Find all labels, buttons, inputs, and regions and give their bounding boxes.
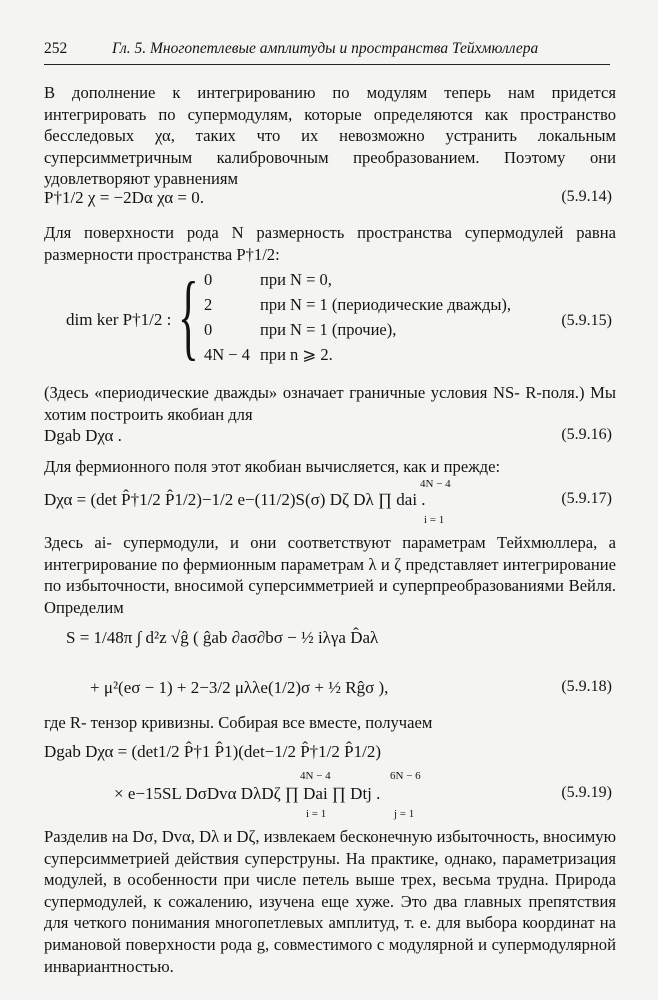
equation-body: P†1/2 χ = −2Dα χα = 0. [44,188,204,207]
equation-number: (5.9.16) [561,426,612,443]
equation-body: Dgab Dχα . [44,426,122,445]
equation-5-9-17 [44,478,616,526]
equation-5-9-16 [44,426,616,450]
equation-number: (5.9.14) [561,188,612,205]
paragraph-4: Для фермионного поля этот якобиан вычисляется, как и прежде: [44,457,501,476]
product-lower-limit: i = 1 [424,514,445,526]
left-brace-icon: { [178,262,199,369]
product-upper-limit: 4N − 4 [420,478,451,490]
equation-number: (5.9.18) [561,678,612,695]
equation-number: (5.9.19) [561,784,612,801]
equation-number: (5.9.17) [561,490,612,507]
product-lower-limit: i = 1 [306,808,327,820]
paragraph-1: В дополнение к интегрированию по модулям теперь нам придется интегрировать по супермодулям, которые определяются как пространство бесследовых χα, таких что их невозможно устранить локальным суперсимметричным калибровочным преобразованием. Поэтому они удовлетворяют уравнениям [44,83,616,189]
paragraph-5: Здесь ai- супермодули, и они соответствуют параметрам Тейхмюллера, а интегрирование по фермионным параметрам λ и ζ представляет интегрирование по избыточности, вносимой суперсимметрией и суперпреобразованиями Вейля. Определим [44,533,616,617]
case-row: 4N − 4 при n ⩾ 2. [204,345,333,364]
product-upper-limit: 4N − 4 [300,770,331,782]
equation-body: Dχα = (det P̂†1/2 P̂1/2)−1/2 e−(11/2)S(σ) Dζ Dλ ∏ dai . [44,490,426,509]
case-row: 0 при N = 0, [204,270,332,289]
page-header [44,40,614,64]
paragraph-7: Разделив на Dσ, Dvα, Dλ и Dζ, извлекаем бесконечную избыточность, вносимую суперсимметрией действия суперструны. На практике, однако, параметризация модулей, в особенности при числе петель выше трех, весьма трудна. Природа супермодулей, к сожалению, изучена еще хуже. Это два главных препятствия для четкого понимания многопетлевых амплитуд, т. е. для выбора координат на римановой поверхности рода g, совместимого с модулярной и супермодулярной инвариантностью. [44,827,616,976]
equation-5-9-15 [44,262,616,370]
equation-5-9-18 [44,622,616,702]
paragraph-3: (Здесь «периодические дважды» означает граничные условия NS- R-поля.) Мы хотим построить якобиан для [44,383,616,424]
equation-line-1: S = 1/48π ∫ d²z √ĝ ( ĝab ∂aσ∂bσ − ½ iλγa D̂aλ [66,628,379,647]
equation-line-2: × e−15SL DσDvα DλDζ ∏ Dai ∏ Dtj . [114,784,381,803]
equation-lhs: dim ker P†1/2 : [66,310,172,329]
equation-line-1: Dgab Dχα = (det1/2 P̂†1 P̂1)(det−1/2 P̂†1/2 P̂1/2) [44,742,381,761]
equation-5-9-14 [44,188,616,212]
paragraph-2: Для поверхности рода N размерность пространства супермодулей равна размерности пространства P†1/2: [44,223,616,264]
case-row: 0 при N = 1 (прочие), [204,320,397,339]
running-title: Гл. 5. Многопетлевые амплитуды и пространства Тейхмюллера [112,40,539,57]
header-rule [44,64,610,65]
equation-number: (5.9.15) [561,312,612,329]
paragraph-6: где R- тензор кривизны. Собирая все вместе, получаем [44,713,433,732]
equation-5-9-19 [44,740,616,820]
product-upper-limit: 6N − 6 [390,770,421,782]
case-row: 2 при N = 1 (периодические дважды), [204,295,512,314]
product-lower-limit: j = 1 [394,808,415,820]
page-number: 252 [44,40,68,57]
equation-line-2: + μ²(eσ − 1) + 2−3/2 μλλe(1/2)σ + ½ Rĝσ ), [90,678,389,697]
